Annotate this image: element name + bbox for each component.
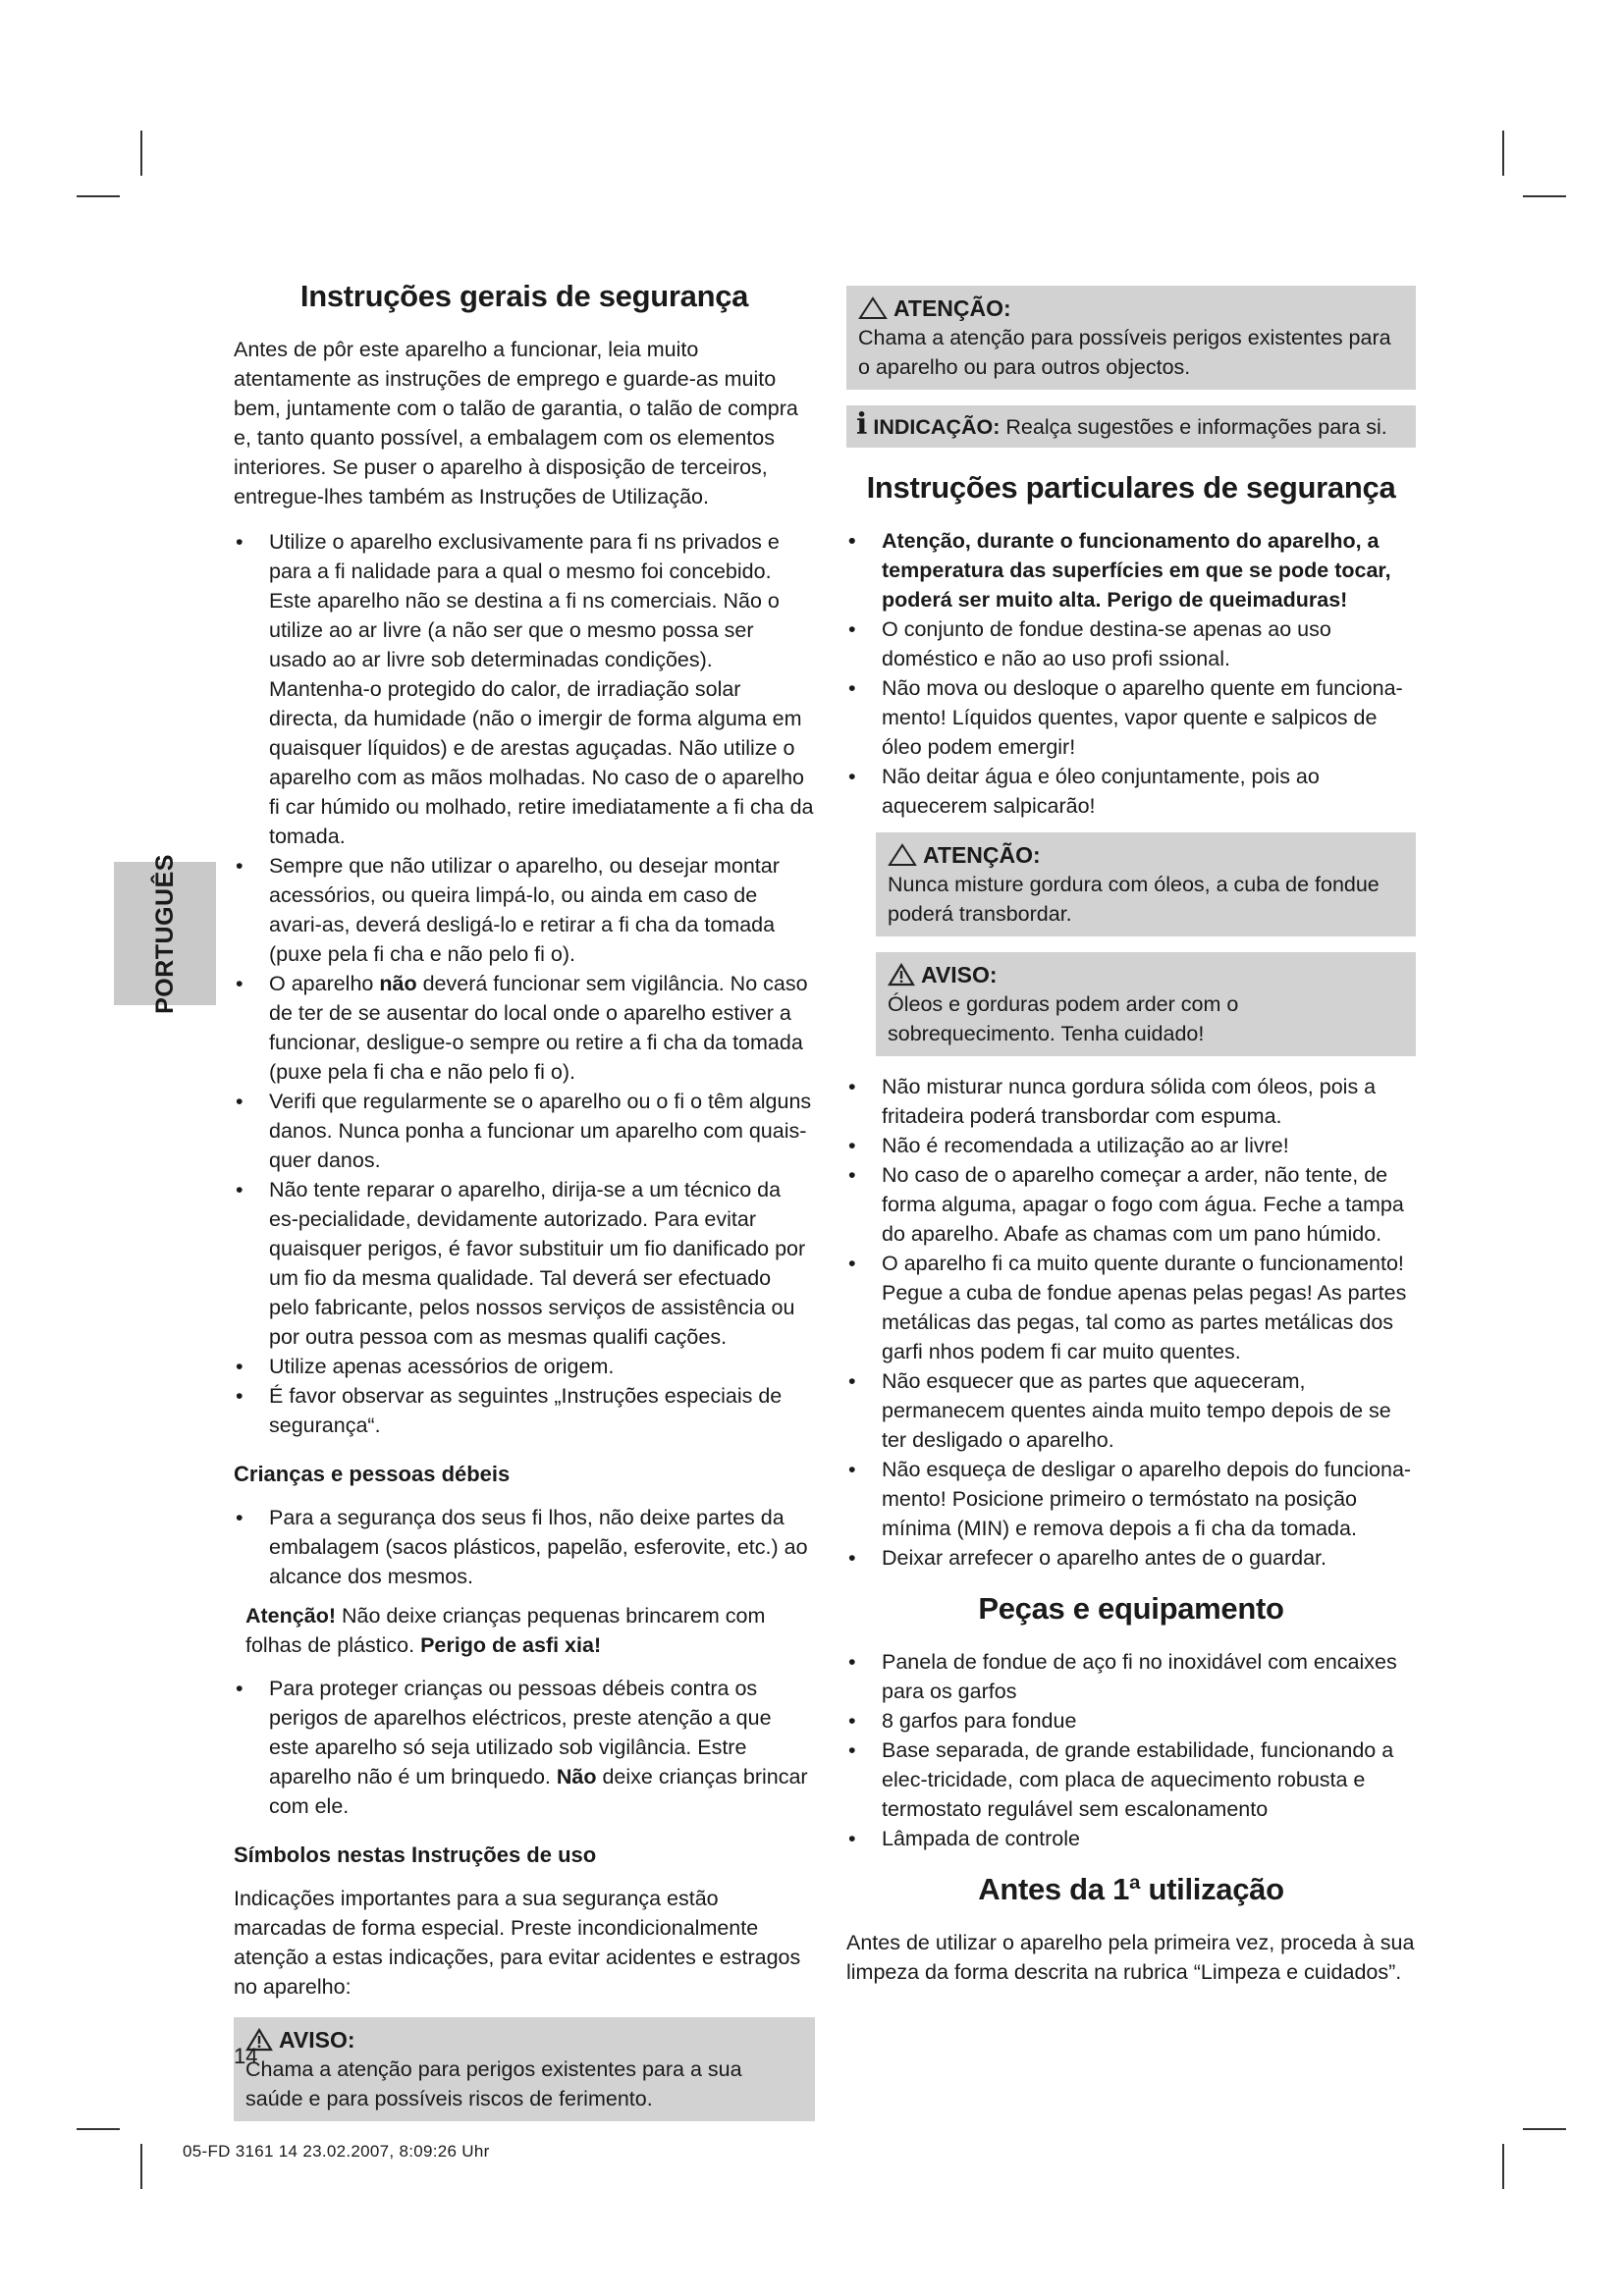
crop-mark [1523,195,1566,197]
page-number: 14 [234,2044,258,2068]
indicacao-text: Realça sugestões e informações para si. [1000,415,1387,439]
list-item: • Utilize o aparelho exclusivamente para fi ns privados e para a fi nalidade para a qual o mesmo foi concebido. Este aparelho não se destina a fi ns comerciais. Não o utilize ao ar livre (a não ser que o mesmo possa ser usado ao ar livre sob determinadas condições). Mantenha-o protegido do calor, de irradiação solar directa, da humidade (não o imergir de forma alguma em quaisquer líquidos) e de arestas aguçadas. Não utilize o aparelho com as mãos molhadas. No caso de o aparelho fi car húmido ou molhado, retire imediatamente a fi cha da tomada. [234,527,815,851]
list-item: • Não é recomendada a utilização ao ar livre! [846,1131,1416,1160]
aviso-box [234,2017,815,2121]
crop-mark [77,195,120,197]
particular-safety-list-2 [846,1072,1416,1573]
first-use-text: Antes de utilizar o aparelho pela primeira vez, proceda à sua limpeza da forma descrita na rubrica “Limpeza e cuidados”. [846,1931,1415,1984]
parts-title: Peças e equipamento [978,1591,1284,1626]
crop-mark [140,131,142,176]
atencao-box-2 [876,832,1416,936]
crop-mark [1523,2128,1566,2130]
indicacao-box [846,405,1416,448]
caution-triangle-icon [888,843,917,867]
aviso2-text: Óleos e gorduras podem arder com o sobrequecimento. Tenha cuidado! [888,992,1239,1045]
list-item: • Utilize apenas acessórios de origem. [234,1352,815,1381]
list-item: • Atenção, durante o funcionamento do aparelho, a temperatura das superfícies em que se pode tocar, poderá ser muito alta. Perigo de queimaduras! [846,526,1416,614]
indicacao-label: INDICAÇÃO: [873,415,1001,439]
list-item: • No caso de o aparelho começar a arder, não tente, de forma alguma, apagar o fogo com água. Feche a tampa do aparelho. Abafe as chamas com um pano húmido. [846,1160,1416,1249]
list-item: • É favor observar as seguintes „Instruções especiais de segurança“. [234,1381,815,1440]
list-item: • Para proteger crianças ou pessoas débeis contra os perigos de aparelhos eléctricos, preste atenção a que este aparelho só seja utilizado sob vigilância. Estre aparelho não é um brinquedo. Não deixe crianças brincar com ele. [234,1674,815,1821]
list-item: • Não mova ou desloque o aparelho quente em funciona-mento! Líquidos quentes, vapor quente e salpicos de óleo podem emergir! [846,673,1416,762]
list-item: • Panela de fondue de aço fi no inoxidável com encaixes para os garfos [846,1647,1416,1706]
crop-mark [140,2144,142,2189]
list-item: • O aparelho fi ca muito quente durante o funcionamento! Pegue a cuba de fondue apenas pelas pegas! As partes metálicas das pegas, tal como as partes metálicas dos garfi nhos podem fi car muito quentes. [846,1249,1416,1366]
particular-safety-list [846,526,1416,821]
aviso-title: AVISO: [279,2027,355,2053]
aviso-box-2 [876,952,1416,1056]
list-item: • Verifi que regularmente se o aparelho ou o fi o têm alguns danos. Nunca ponha a funcionar um aparelho com quais-quer danos. [234,1087,815,1175]
particular-safety-title: Instruções particulares de segurança [866,470,1396,505]
children-list [234,1503,815,1591]
atencao2-text: Nunca misture gordura com óleos, a cuba de fondue poderá transbordar. [888,873,1380,926]
crop-mark [1502,2144,1504,2189]
list-item: • Não esquecer que as partes que aqueceram, permanecem quentes ainda muito tempo depois de se ter desligado o aparelho. [846,1366,1416,1455]
left-column [234,278,815,2137]
list-item: • Deixar arrefecer o aparelho antes de o guardar. [846,1543,1416,1573]
symbols-text: Indicações importantes para a sua segurança estão marcadas de forma especial. Preste incondicionalmente atenção a estas indicações, para evitar acidentes e estragos no aparelho: [234,1887,801,1999]
general-safety-title: Instruções gerais de segurança [299,279,749,313]
list-item: • Não deitar água e óleo conjuntamente, pois ao aquecerem salpicarão! [846,762,1416,821]
list-item: • Lâmpada de controle [846,1824,1416,1853]
general-safety-intro: Antes de pôr este aparelho a funcionar, leia muito atentamente as instruções de emprego e guarde-as muito bem, juntamente com o talão de garantia, o talão de compra e, tanto quanto possível, a embalagem com os elementos interiores. Se puser o aparelho à disposição de terceiros, entregue-lhes também as Instruções de Utilização. [234,338,798,508]
list-item: • Não tente reparar o aparelho, dirija-se a um técnico da es-pecialidade, devidamente autorizado. Para evitar quaisquer perigos, é favor substituir um fio danificado por um fio da mesma qualidade. Tal deverá ser efectuado pelo fabricante, pelos nossos serviços de assistência ou por outra pessoa com as mesmas qualifi cações. [234,1175,815,1352]
caution-triangle-icon [858,296,888,320]
parts-list [846,1647,1416,1853]
list-item: • Base separada, de grande estabilidade, funcionando a elec-tricidade, com placa de aquecimento robusta e termostato regulável sem escalonamento [846,1735,1416,1824]
print-footer: 05-FD 3161 14 23.02.2007, 8:09:26 Uhr [183,2142,490,2161]
children-list-2 [234,1674,815,1821]
children-warning-note: Atenção! Não deixe crianças pequenas brincarem com folhas de plástico. Perigo de asfi xia! [245,1604,766,1657]
language-tab-label: PORTUGUÊS [150,853,179,1014]
list-item: • Para a segurança dos seus fi lhos, não deixe partes da embalagem (sacos plásticos, papelão, esferovite, etc.) ao alcance dos mesmos. [234,1503,815,1591]
list-item: • O aparelho não deverá funcionar sem vigilância. No caso de ter de se ausentar do local onde o aparelho estiver a funcionar, desligue-o sempre ou retire a fi cha da tomada (puxe pela fi cha e não pelo fi o). [234,969,815,1087]
list-item: • Não misturar nunca gordura sólida com óleos, pois a fritadeira poderá transbordar com espuma. [846,1072,1416,1131]
crop-mark [1502,131,1504,176]
crop-mark [77,2128,120,2130]
aviso2-title: AVISO: [921,962,998,988]
children-heading: Crianças e pessoas débeis [234,1462,511,1486]
right-column [846,286,1416,2002]
aviso-text: Chama a atenção para perigos existentes para a sua saúde e para possíveis riscos de ferimento. [245,2057,742,2110]
atencao-title: ATENÇÃO: [893,295,1011,321]
atencao-text: Chama a atenção para possíveis perigos existentes para o aparelho ou para outros objectos. [858,326,1391,379]
first-use-title: Antes da 1ª utilização [978,1872,1284,1906]
list-item: • Não esqueça de desligar o aparelho depois do funciona-mento! Posicione primeiro o termóstato na posição mínima (MIN) e remova depois a fi cha da tomada. [846,1455,1416,1543]
warning-triangle-icon [888,963,915,987]
general-safety-list [234,527,815,1440]
list-item: • Sempre que não utilizar o aparelho, ou desejar montar acessórios, ou queira limpá-lo, ou ainda em caso de avari-as, deverá desligá-lo e retirar a fi cha da tomada (puxe pela fi cha e não pelo fi o). [234,851,815,969]
info-icon: i [856,407,868,442]
list-item: • 8 garfos para fondue [846,1706,1416,1735]
symbols-heading: Símbolos nestas Instruções de uso [234,1842,597,1867]
atencao-box [846,286,1416,390]
list-item: • O conjunto de fondue destina-se apenas ao uso doméstico e não ao uso profi ssional. [846,614,1416,673]
atencao2-title: ATENÇÃO: [923,842,1041,868]
language-tab [114,853,216,1014]
